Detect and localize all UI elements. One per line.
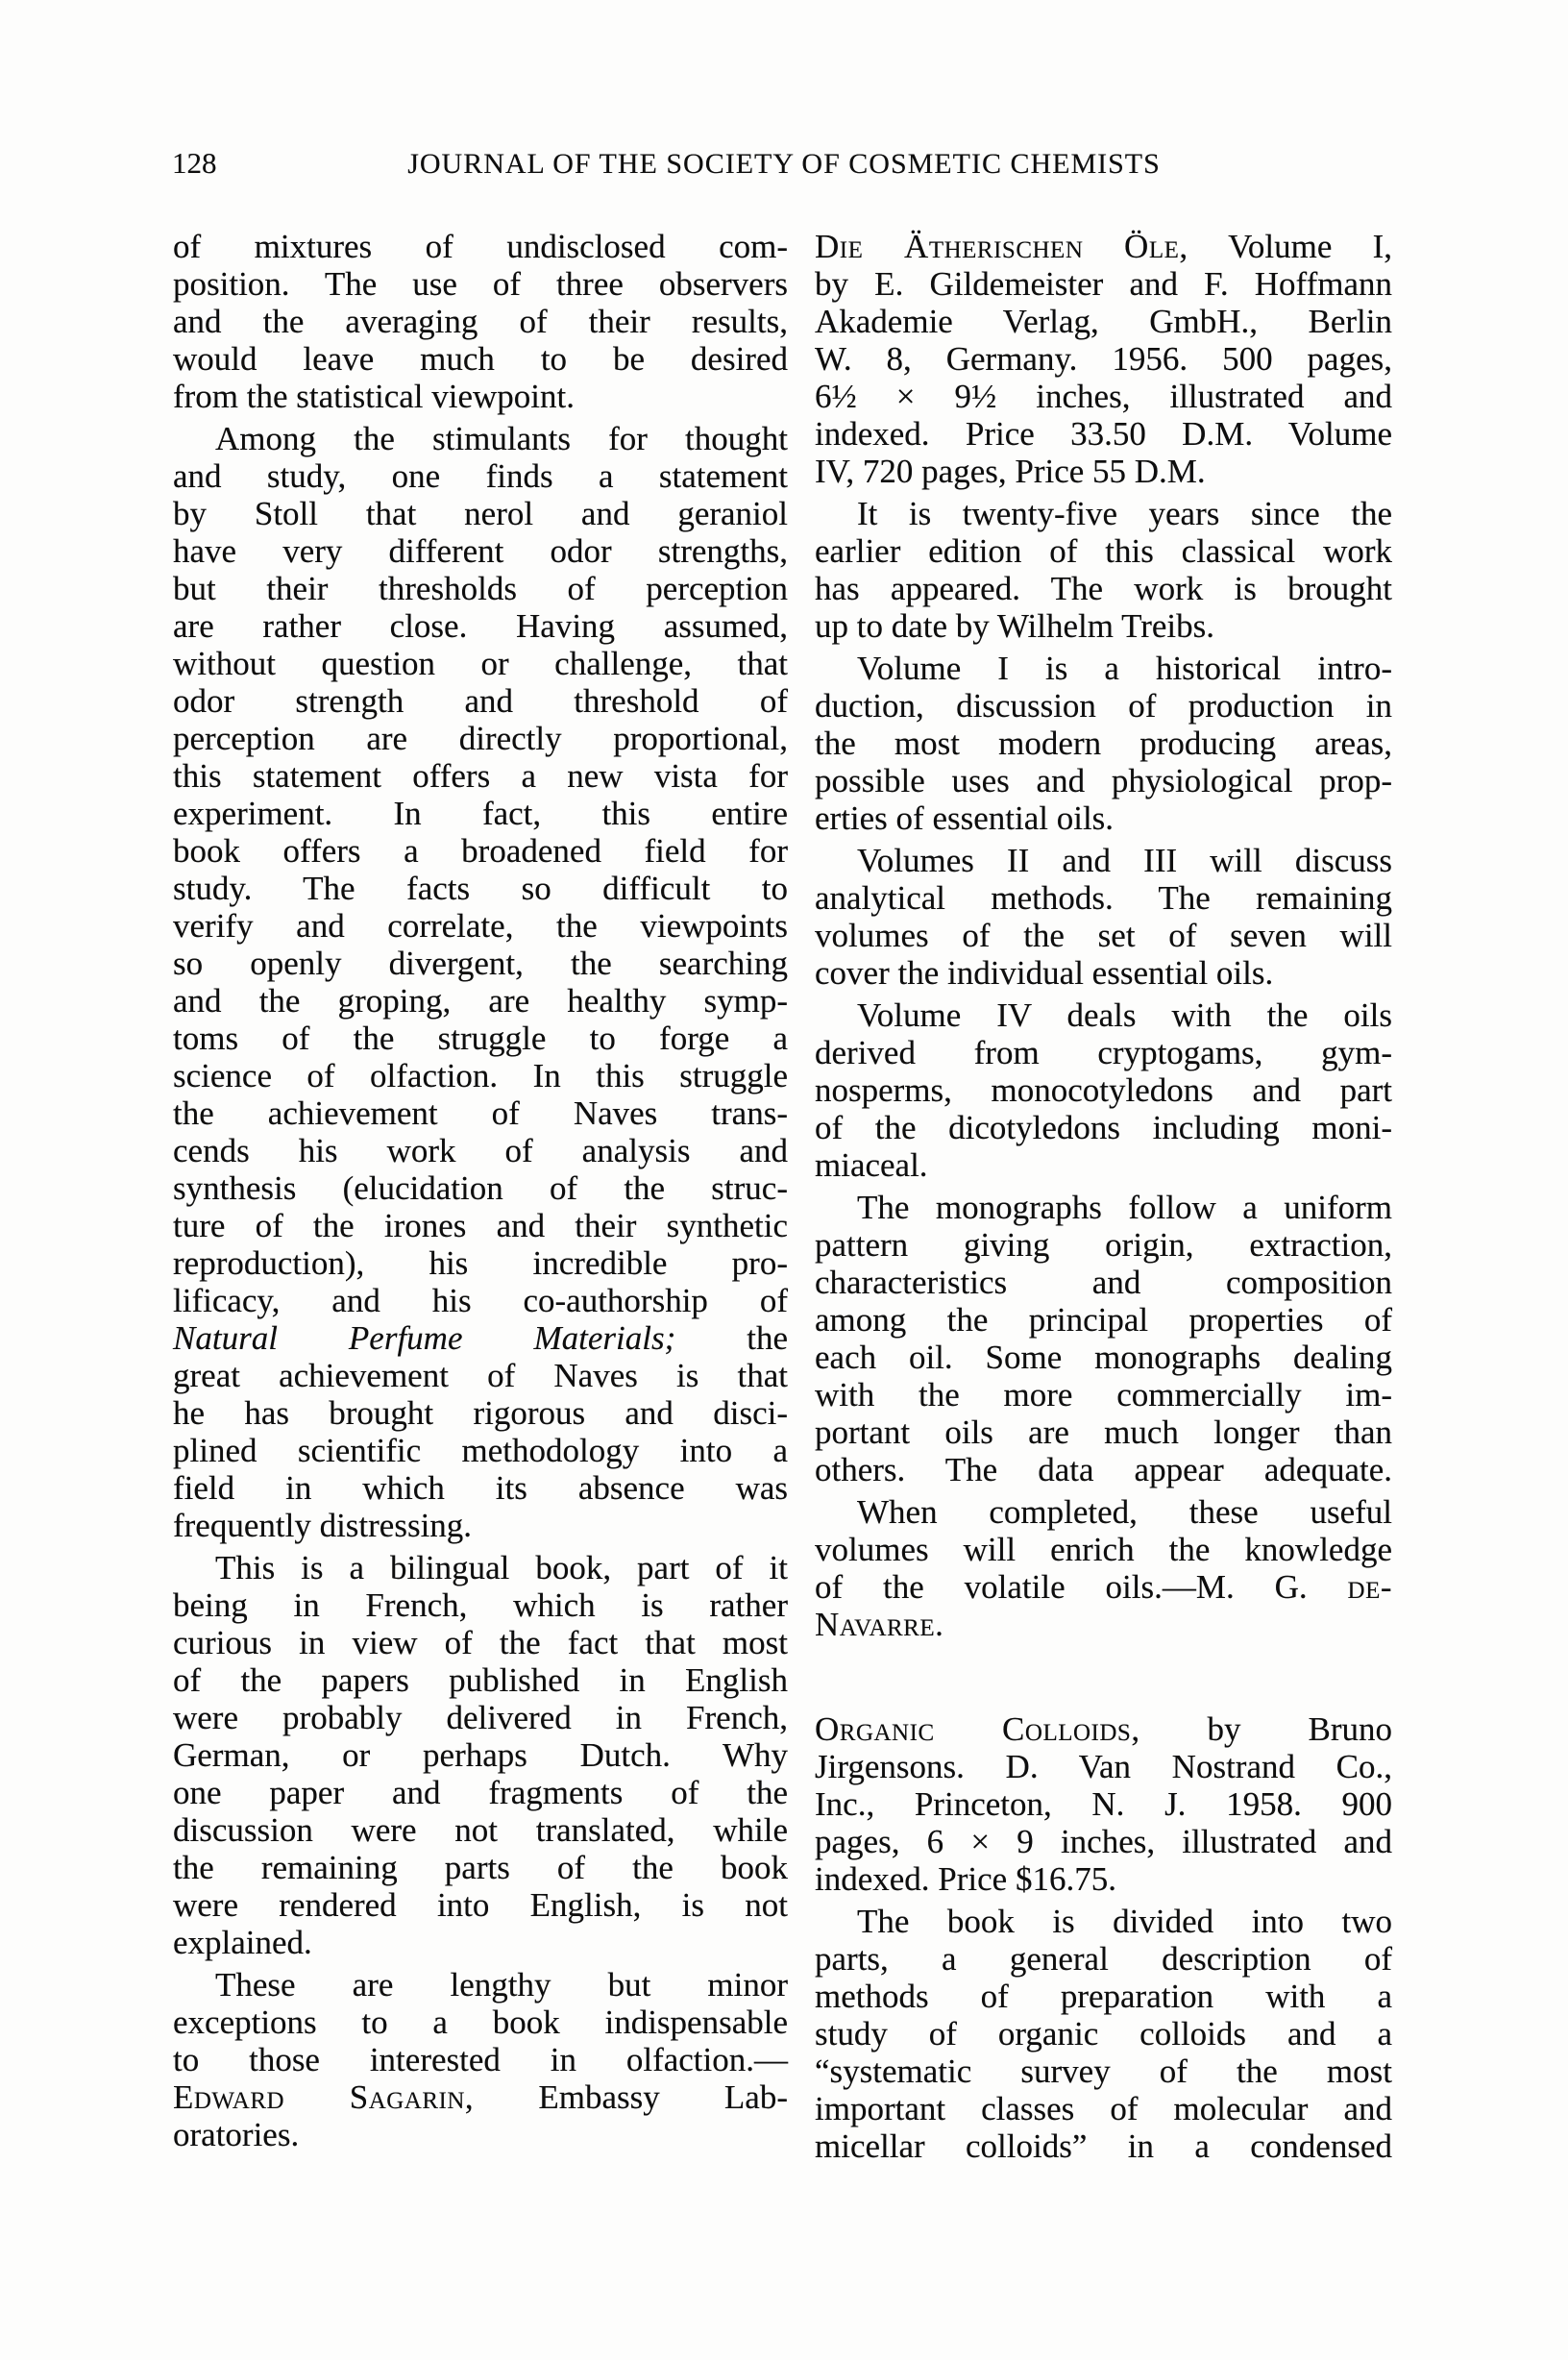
small-caps-text-segment: Die Ätherischen Öle, bbox=[815, 228, 1188, 265]
text-segment: the bbox=[675, 1319, 788, 1357]
text-line bbox=[815, 725, 1392, 762]
paragraph bbox=[815, 1710, 1392, 1898]
text-segment: and the groping, are healthy symp- bbox=[173, 982, 788, 1020]
text-line bbox=[815, 453, 1392, 490]
text-line bbox=[173, 1207, 788, 1244]
text-segment: great achievement of Naves is that bbox=[173, 1357, 788, 1394]
text-segment: from the statistical viewpoint. bbox=[173, 378, 575, 415]
text-segment: without question or challenge, that bbox=[173, 645, 788, 682]
text-segment: frequently distressing. bbox=[173, 1507, 473, 1544]
text-segment: by E. Gildemeister and F. Hoffmann bbox=[815, 265, 1392, 303]
text-segment: This is a bilingual book, part of it bbox=[215, 1549, 788, 1586]
text-line bbox=[173, 1966, 788, 2004]
text-line bbox=[815, 228, 1392, 265]
paragraph bbox=[815, 495, 1392, 645]
text-segment: W. 8, Germany. 1956. 500 pages, bbox=[815, 340, 1392, 378]
text-line bbox=[173, 1886, 788, 1924]
text-line bbox=[815, 879, 1392, 917]
text-segment: Among the stimulants for thought bbox=[215, 420, 788, 457]
text-line bbox=[173, 228, 788, 265]
text-line bbox=[815, 2127, 1392, 2165]
text-segment: each oil. Some monographs dealing bbox=[815, 1339, 1392, 1376]
text-segment: perception are directly proportional, bbox=[173, 720, 788, 757]
text-line bbox=[815, 1978, 1392, 2015]
text-segment: book offers a broadened field for bbox=[173, 832, 788, 870]
text-line bbox=[815, 1146, 1392, 1184]
text-line bbox=[815, 1189, 1392, 1226]
paragraph bbox=[815, 1189, 1392, 1488]
text-segment: pages, 6 × 9 inches, illustrated and bbox=[815, 1823, 1392, 1860]
text-segment: The book is divided into two bbox=[857, 1903, 1392, 1940]
text-segment: has appeared. The work is brought bbox=[815, 570, 1392, 607]
text-line bbox=[815, 2015, 1392, 2053]
text-segment: ture of the irones and their synthetic bbox=[173, 1207, 788, 1244]
text-line bbox=[815, 1823, 1392, 1860]
text-line bbox=[815, 1301, 1392, 1339]
text-line bbox=[815, 570, 1392, 607]
paragraph bbox=[815, 842, 1392, 992]
text-line bbox=[173, 1624, 788, 1661]
text-line bbox=[173, 607, 788, 645]
text-line bbox=[173, 2004, 788, 2041]
text-segment: being in French, which is rather bbox=[173, 1586, 788, 1624]
text-segment: the remaining parts of the book bbox=[173, 1849, 788, 1886]
text-segment: of the papers published in English bbox=[173, 1661, 788, 1699]
text-segment: are rather close. Having assumed, bbox=[173, 607, 788, 645]
text-line bbox=[173, 645, 788, 682]
text-segment: he has brought rigorous and disci- bbox=[173, 1394, 788, 1432]
paragraph bbox=[173, 1966, 788, 2153]
text-segment: position. The use of three observers bbox=[173, 265, 788, 303]
text-segment: synthesis (elucidation of the struc- bbox=[173, 1169, 788, 1207]
text-segment: The monographs follow a uniform bbox=[857, 1189, 1392, 1226]
text-line bbox=[173, 870, 788, 907]
text-segment: When completed, these useful bbox=[857, 1493, 1392, 1531]
text-line bbox=[815, 415, 1392, 453]
text-line bbox=[173, 832, 788, 870]
text-segment: Inc., Princeton, N. J. 1958. 900 bbox=[815, 1785, 1392, 1823]
text-segment: analytical methods. The remaining bbox=[815, 879, 1392, 917]
text-segment: were rendered into English, is not bbox=[173, 1886, 788, 1924]
text-segment: exceptions to a book indispensable bbox=[173, 2004, 788, 2041]
text-segment: possible uses and physiological prop- bbox=[815, 762, 1392, 799]
text-segment: indexed. Price $16.75. bbox=[815, 1860, 1116, 1898]
text-segment: toms of the struggle to forge a bbox=[173, 1020, 788, 1057]
text-segment: German, or perhaps Dutch. Why bbox=[173, 1736, 788, 1774]
text-line bbox=[173, 682, 788, 720]
text-line bbox=[173, 720, 788, 757]
text-line bbox=[173, 303, 788, 340]
text-line bbox=[815, 1903, 1392, 1940]
text-segment: plined scientific methodology into a bbox=[173, 1432, 788, 1469]
text-line bbox=[173, 1811, 788, 1849]
text-line bbox=[173, 757, 788, 795]
text-line bbox=[173, 2041, 788, 2078]
text-line bbox=[815, 1226, 1392, 1264]
text-segment: by Stoll that nerol and geraniol bbox=[173, 495, 788, 532]
text-line bbox=[815, 265, 1392, 303]
text-segment: cover the individual essential oils. bbox=[815, 954, 1274, 992]
text-segment: of the dicotyledons including moni- bbox=[815, 1109, 1392, 1146]
text-line bbox=[173, 982, 788, 1020]
text-line bbox=[815, 996, 1392, 1034]
text-line bbox=[815, 532, 1392, 570]
text-segment: miaceal. bbox=[815, 1146, 928, 1184]
text-line bbox=[815, 1034, 1392, 1071]
text-line bbox=[173, 1432, 788, 1469]
text-line bbox=[815, 1531, 1392, 1568]
text-segment: Volume I, bbox=[1188, 228, 1392, 265]
text-segment: It is twenty-five years since the bbox=[857, 495, 1392, 532]
text-line bbox=[173, 1357, 788, 1394]
text-segment: important classes of molecular and bbox=[815, 2090, 1392, 2127]
text-segment: lificacy, and his co-authorship of bbox=[173, 1282, 788, 1319]
text-line bbox=[173, 457, 788, 495]
text-line bbox=[173, 1319, 788, 1357]
small-caps-text-segment: Organic Colloids, bbox=[815, 1710, 1140, 1748]
text-segment: portant oils are much longer than bbox=[815, 1414, 1392, 1451]
text-line bbox=[815, 1710, 1392, 1748]
text-line bbox=[173, 532, 788, 570]
text-segment: Volume IV deals with the oils bbox=[857, 996, 1392, 1034]
paragraph bbox=[173, 1549, 788, 1961]
text-line bbox=[815, 607, 1392, 645]
text-segment: micellar colloids” in a condensed bbox=[815, 2127, 1392, 2165]
text-segment: Volumes II and III will discuss bbox=[857, 842, 1392, 879]
text-line bbox=[815, 1493, 1392, 1531]
text-segment: methods of preparation with a bbox=[815, 1978, 1392, 2015]
text-line bbox=[173, 1549, 788, 1586]
text-line bbox=[173, 1586, 788, 1624]
text-segment: duction, discussion of production in bbox=[815, 687, 1392, 725]
text-line bbox=[173, 1057, 788, 1094]
text-line bbox=[173, 340, 788, 378]
text-line bbox=[815, 1414, 1392, 1451]
text-line bbox=[815, 1606, 1392, 1643]
text-segment: cends his work of analysis and bbox=[173, 1132, 788, 1169]
text-line bbox=[815, 1568, 1392, 1606]
text-segment: curious in view of the fact that most bbox=[173, 1624, 788, 1661]
text-segment: earlier edition of this classical work bbox=[815, 532, 1392, 570]
text-segment: pattern giving origin, extraction, bbox=[815, 1226, 1392, 1264]
text-segment: the most modern producing areas, bbox=[815, 725, 1392, 762]
text-line bbox=[815, 1264, 1392, 1301]
text-segment: parts, a general description of bbox=[815, 1940, 1392, 1978]
text-line bbox=[173, 265, 788, 303]
text-segment: study of organic colloids and a bbox=[815, 2015, 1392, 2053]
text-segment: the achievement of Naves trans- bbox=[173, 1094, 788, 1132]
paragraph bbox=[815, 228, 1392, 490]
text-segment: by Bruno bbox=[1139, 1710, 1392, 1748]
text-segment: volumes of the set of seven will bbox=[815, 917, 1392, 954]
text-segment: science of olfaction. In this struggle bbox=[173, 1057, 788, 1094]
text-segment: so openly divergent, the searching bbox=[173, 945, 788, 982]
text-line bbox=[815, 1451, 1392, 1488]
text-line bbox=[173, 1469, 788, 1507]
text-segment: study. The facts so difficult to bbox=[173, 870, 788, 907]
text-segment: experiment. In fact, this entire bbox=[173, 795, 788, 832]
left-column bbox=[173, 228, 788, 2153]
text-line bbox=[815, 1109, 1392, 1146]
text-line bbox=[815, 2053, 1392, 2090]
paragraph bbox=[173, 228, 788, 415]
text-line bbox=[815, 917, 1392, 954]
text-line bbox=[173, 1736, 788, 1774]
paragraph bbox=[173, 420, 788, 1544]
paragraph bbox=[815, 1493, 1392, 1643]
text-line bbox=[815, 954, 1392, 992]
text-line bbox=[815, 378, 1392, 415]
small-caps-text-segment: Edward Sagarin, bbox=[173, 2078, 475, 2116]
text-line bbox=[815, 495, 1392, 532]
text-segment: field in which its absence was bbox=[173, 1469, 788, 1507]
text-segment: up to date by Wilhelm Treibs. bbox=[815, 607, 1215, 645]
text-line bbox=[173, 2078, 788, 2116]
text-line bbox=[815, 1860, 1392, 1898]
text-line bbox=[815, 799, 1392, 837]
text-line bbox=[173, 1924, 788, 1961]
text-segment: with the more commercially im- bbox=[815, 1376, 1392, 1414]
text-line bbox=[173, 1774, 788, 1811]
text-line bbox=[173, 1020, 788, 1057]
text-line bbox=[173, 1282, 788, 1319]
text-segment: among the principal properties of bbox=[815, 1301, 1392, 1339]
page-number: 128 bbox=[172, 146, 217, 180]
text-segment: nosperms, monocotyledons and part bbox=[815, 1071, 1392, 1109]
text-segment: volumes will enrich the knowledge bbox=[815, 1531, 1392, 1568]
text-segment: explained. bbox=[173, 1924, 312, 1961]
text-segment: others. The data appear adequate. bbox=[815, 1451, 1392, 1488]
text-line bbox=[815, 1785, 1392, 1823]
paragraph bbox=[815, 1903, 1392, 2165]
text-segment: Embassy Lab- bbox=[474, 2078, 788, 2116]
text-line bbox=[173, 1849, 788, 1886]
text-segment: would leave much to be desired bbox=[173, 340, 788, 378]
text-line bbox=[173, 1394, 788, 1432]
text-line bbox=[173, 1244, 788, 1282]
text-line bbox=[173, 1661, 788, 1699]
text-line bbox=[173, 1169, 788, 1207]
text-segment: and the averaging of their results, bbox=[173, 303, 788, 340]
text-segment: and study, one finds a statement bbox=[173, 457, 788, 495]
running-title: JOURNAL OF THE SOCIETY OF COSMETIC CHEMISTS bbox=[407, 148, 1161, 180]
text-line bbox=[173, 570, 788, 607]
text-segment: Volume I is a historical intro- bbox=[857, 650, 1392, 687]
text-segment: of the volatile oils.—M. G. bbox=[815, 1568, 1348, 1606]
text-segment: were probably delivered in French, bbox=[173, 1699, 788, 1736]
text-line bbox=[815, 650, 1392, 687]
text-segment: indexed. Price 33.50 D.M. Volume bbox=[815, 415, 1392, 453]
text-segment: of mixtures of undisclosed com- bbox=[173, 228, 788, 265]
text-segment: reproduction), his incredible pro- bbox=[173, 1244, 788, 1282]
text-line bbox=[815, 303, 1392, 340]
right-column bbox=[815, 228, 1392, 2165]
text-segment: discussion were not translated, while bbox=[173, 1811, 788, 1849]
text-line bbox=[815, 340, 1392, 378]
text-segment: one paper and fragments of the bbox=[173, 1774, 788, 1811]
text-line bbox=[815, 2090, 1392, 2127]
text-segment: oratories. bbox=[173, 2116, 300, 2153]
text-segment: derived from cryptogams, gym- bbox=[815, 1034, 1392, 1071]
text-segment: Akademie Verlag, GmbH., Berlin bbox=[815, 303, 1392, 340]
text-line bbox=[173, 907, 788, 945]
text-line bbox=[173, 795, 788, 832]
text-segment: this statement offers a new vista for bbox=[173, 757, 788, 795]
text-line bbox=[815, 687, 1392, 725]
text-line bbox=[815, 1748, 1392, 1785]
text-line bbox=[815, 1339, 1392, 1376]
paragraph bbox=[815, 996, 1392, 1184]
text-line bbox=[173, 945, 788, 982]
text-segment: to those interested in olfaction.— bbox=[173, 2041, 788, 2078]
text-segment: “systematic survey of the most bbox=[815, 2053, 1392, 2090]
text-line bbox=[173, 1132, 788, 1169]
text-segment: IV, 720 pages, Price 55 D.M. bbox=[815, 453, 1206, 490]
text-segment: 6½ × 9½ inches, illustrated and bbox=[815, 378, 1392, 415]
text-line bbox=[815, 842, 1392, 879]
text-segment: Jirgensons. D. Van Nostrand Co., bbox=[815, 1748, 1392, 1785]
text-segment: erties of essential oils. bbox=[815, 799, 1115, 837]
text-line bbox=[173, 1507, 788, 1544]
text-segment: odor strength and threshold of bbox=[173, 682, 788, 720]
paragraph bbox=[815, 650, 1392, 837]
text-line bbox=[173, 1094, 788, 1132]
text-line bbox=[815, 1376, 1392, 1414]
text-segment: These are lengthy but minor bbox=[215, 1966, 788, 2004]
text-line bbox=[815, 762, 1392, 799]
text-line bbox=[173, 420, 788, 457]
text-segment: verify and correlate, the viewpoints bbox=[173, 907, 788, 945]
small-caps-text-segment: Navarre. bbox=[815, 1606, 944, 1643]
italic-text-segment: Natural Perfume Materials; bbox=[173, 1319, 676, 1357]
text-segment: have very different odor strengths, bbox=[173, 532, 788, 570]
text-line bbox=[173, 2116, 788, 2153]
text-segment: but their thresholds of perception bbox=[173, 570, 788, 607]
small-caps-text-segment: de- bbox=[1347, 1568, 1392, 1606]
text-segment: characteristics and composition bbox=[815, 1264, 1392, 1301]
text-line bbox=[815, 1940, 1392, 1978]
text-line bbox=[815, 1071, 1392, 1109]
text-line bbox=[173, 495, 788, 532]
text-line bbox=[173, 378, 788, 415]
text-line bbox=[173, 1699, 788, 1736]
